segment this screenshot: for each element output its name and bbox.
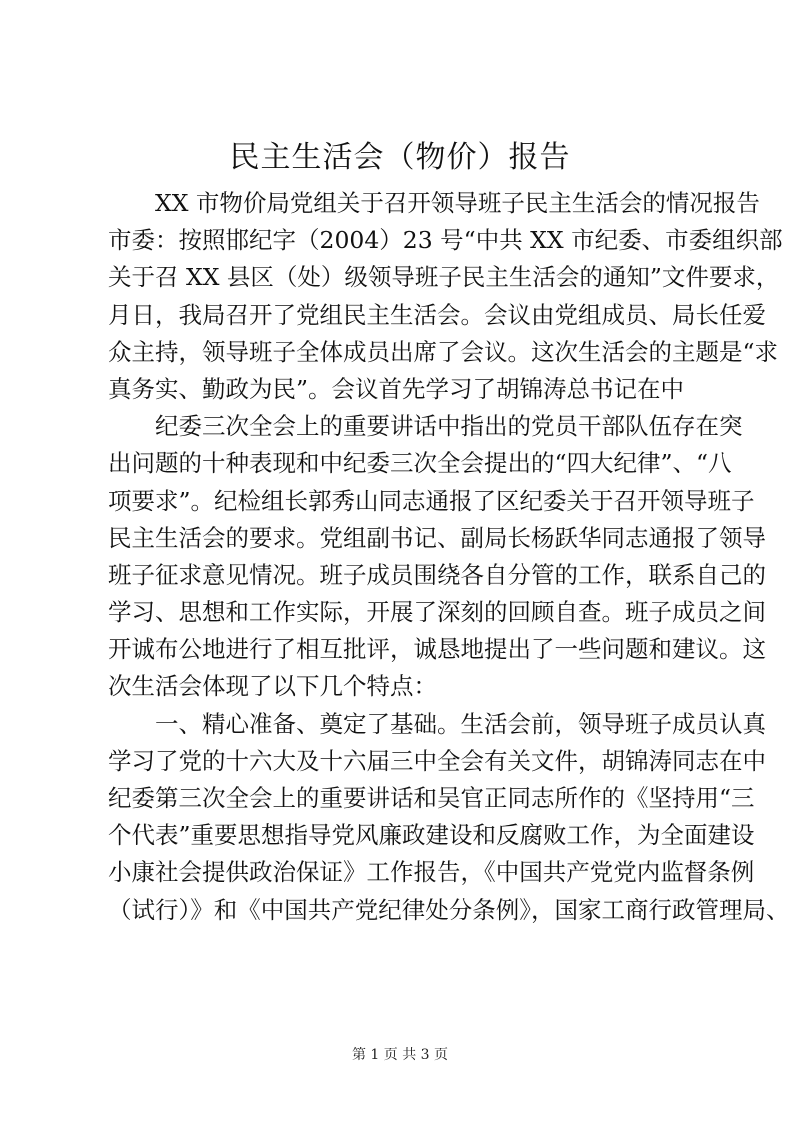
document-body (108, 185, 790, 929)
paragraph-3-line-3: 纪委第三次全会上的重要讲话和吴官正同志所作的《坚持用“三 (108, 784, 755, 812)
paragraph-1-line-2: 市委：按照邯纪字（2004）23 号“中共 XX 市纪委、市委组织部 (108, 226, 783, 255)
paragraph-2-line-8: 次生活会体现了以下几个特点： (108, 672, 437, 701)
paragraph-3-line-2: 学习了党的十六大及十六届三中全会有关文件，胡锦涛同志在中 (108, 746, 766, 775)
paragraph-2-line-2: 出问题的十种表现和中纪委三次全会提出的“四大纪律”、“八 (108, 449, 732, 478)
paragraph-1-line-1: XX 市物价局党组关于召开领导班子民主生活会的情况报告 (155, 189, 760, 217)
paragraph-1-line-4: 月日，我局召开了党组民主生活会。会议由党组成员、局长任爱 (108, 300, 766, 329)
paragraph-3-line-5: 小康社会提供政治保证》工作报告，《中国共产党党内监督条例 (108, 858, 755, 887)
paragraph-1-line-6: 真务实、勤政为民”。会议首先学习了胡锦涛总书记在中 (108, 374, 685, 403)
paragraph-2-line-1: 纪委三次全会上的重要讲话中指出的党员干部队伍存在突 (155, 412, 743, 441)
paragraph-3-line-6: （试行）》和《中国共产党纪律处分条例》，国家工商行政管理局、 (108, 895, 790, 924)
paragraph-3-line-4: 个代表”重要思想指导党风廉政建设和反腐败工作，为全面建设 (108, 821, 755, 850)
paragraph-1-line-3: 关于召 XX 县区（处）级领导班子民主生活会的通知”文件要求， (108, 263, 780, 292)
paragraph-1-line-5: 众主持，领导班子全体成员出席了会议。这次生活会的主题是“求 (108, 337, 779, 366)
document-title: 民主生活会（物价）报告 (229, 140, 571, 175)
paragraph-2-line-6: 学习、思想和工作实际，开展了深刻的回顾自查。班子成员之间 (108, 598, 766, 627)
paragraph-2-line-5: 班子征求意见情况。班子成员围绕各自分管的工作，联系自己的 (108, 560, 766, 589)
page-footer: 第 1 页 共 3 页 (351, 1047, 449, 1063)
paragraph-2-line-4: 民主生活会的要求。党组副书记、副局长杨跃华同志通报了领导 (108, 523, 766, 552)
paragraph-2-line-3: 项要求”。纪检组长郭秀山同志通报了区纪委关于召开领导班子 (108, 486, 755, 515)
paragraph-3-line-1: 一、精心准备、奠定了基础。生活会前，领导班子成员认真 (155, 709, 766, 738)
paragraph-2-line-7: 开诚布公地进行了相互批评，诚恳地提出了一些问题和建议。这 (108, 635, 766, 664)
